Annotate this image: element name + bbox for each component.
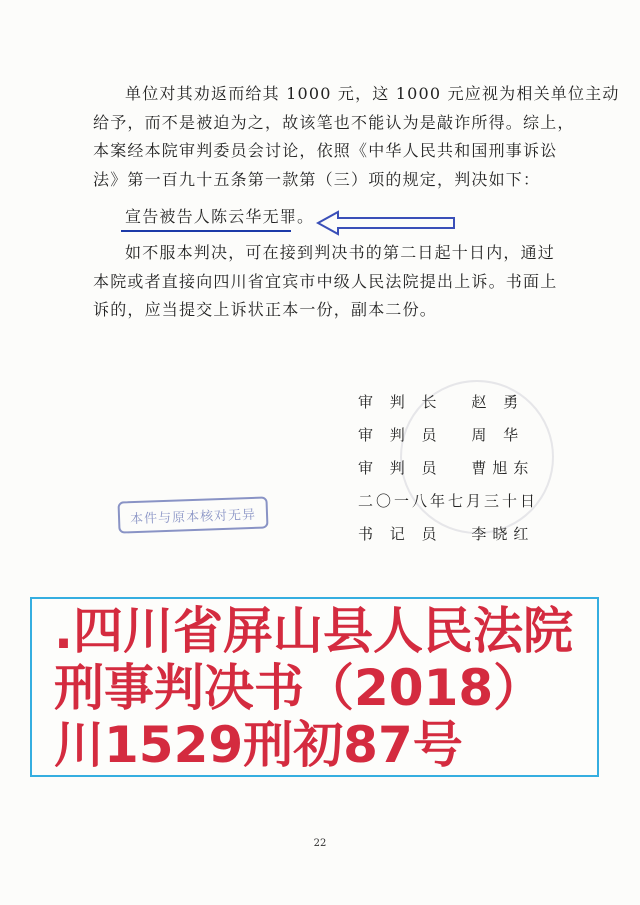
signature-judge (358, 391, 524, 412)
caption-box (30, 597, 599, 777)
signature-role: 审 判 员 (358, 426, 443, 444)
body-line: 本案经本院审判委员会讨论，依照《中华人民共和国刑事诉讼 (93, 141, 558, 160)
signature-date (358, 490, 538, 511)
body-line: 诉的，应当提交上诉状正本一份，副本二份。 (93, 300, 438, 319)
caption-title: .四川省屏山县人民法院刑事判决书（2018）川1529刑初87号 (54, 602, 573, 774)
page-number: 22 (313, 838, 327, 849)
signature-role: 书 记 员 (358, 525, 443, 543)
verdict-text: 宣告被告人陈云华无罪。 (125, 207, 315, 226)
body-line: 单位对其劝返而给其 1000 元，这 1000 元应视为相关单位主动 (125, 84, 620, 103)
body-line: 给予，而不是被迫为之，故该笔也不能认为是敲诈所得。综上， (93, 112, 575, 132)
signature-name: 赵 勇 (471, 393, 525, 411)
signature-judge (358, 424, 524, 445)
signature-role: 审 判 长 (358, 393, 443, 411)
verification-stamp: 本件与原本核对无异 (117, 496, 268, 533)
arrow-left-icon (316, 210, 456, 236)
body-line: 法》第一百九十五条第一款第（三）项的规定，判决如下： (93, 169, 541, 189)
signature-name: 周 华 (471, 426, 525, 444)
signature-judge (358, 457, 534, 478)
body-line: 如不服本判决，可在接到判决书的第二日起十日内，通过 (125, 243, 556, 262)
signature-name: 李晓红 (471, 525, 535, 543)
signature-role: 审 判 员 (358, 459, 443, 477)
verdict-underline (121, 230, 291, 232)
judgment-date: 二〇一八年七月三十日 (358, 492, 539, 510)
body-line: 本院或者直接向四川省宜宾市中级人民法院提出上诉。书面上 (93, 271, 558, 291)
signature-name: 曹旭东 (471, 459, 535, 477)
judgment-paragraph (93, 80, 620, 194)
signature-clerk (358, 523, 534, 544)
appeal-paragraph (93, 239, 563, 325)
